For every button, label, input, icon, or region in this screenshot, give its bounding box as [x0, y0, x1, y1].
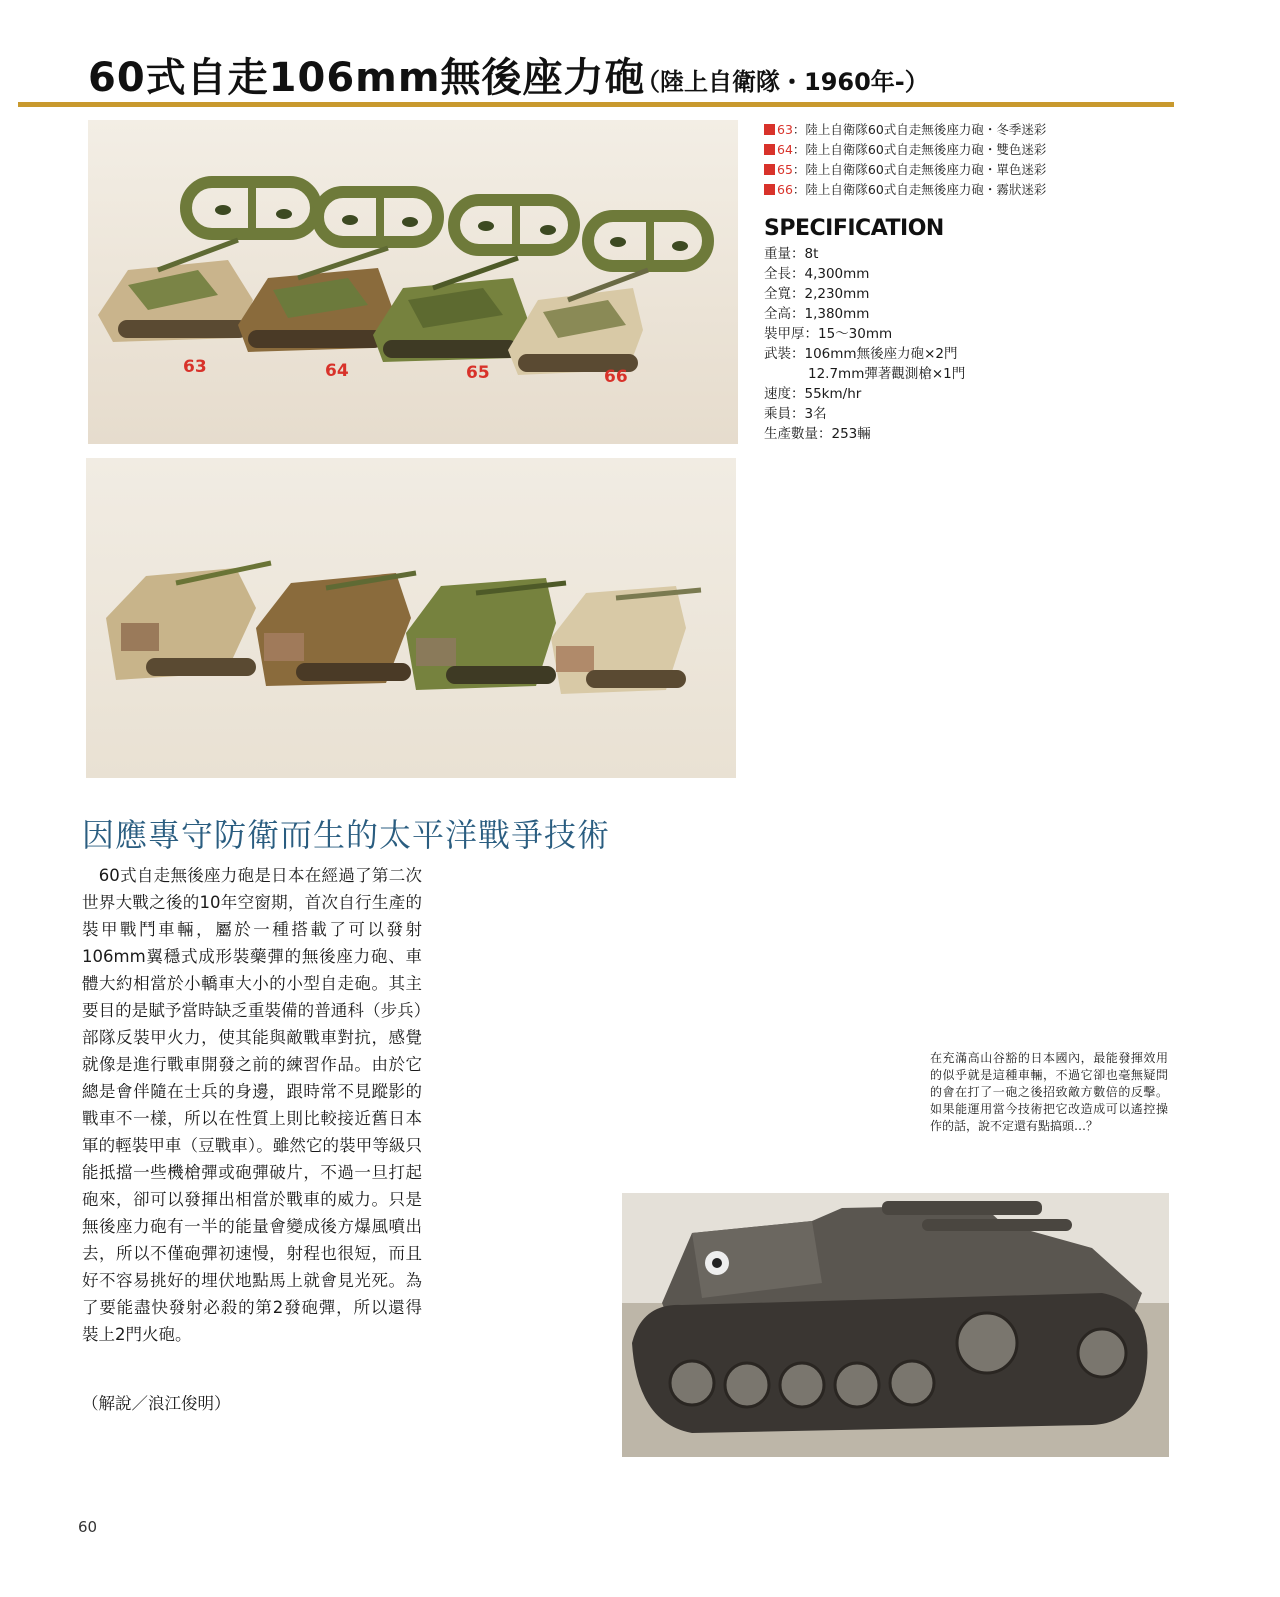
variant-item — [764, 120, 1094, 140]
red-square-icon — [764, 124, 775, 135]
article-heading: 因應專守防衛而生的太平洋戰爭技術 — [82, 816, 611, 854]
variant-description: ：陸上自衛隊60式自走無後座力砲・單色迷彩 — [792, 162, 1047, 177]
variant-number: 64 — [777, 142, 793, 157]
variant-number: 66 — [777, 182, 793, 197]
variant-number: 63 — [777, 122, 793, 137]
variant-description: ：陸上自衛隊60式自走無後座力砲・霧狀迷彩 — [792, 182, 1047, 197]
spec-width: 全寬：2,230mm — [764, 286, 870, 302]
spec-length: 全長：4,300mm — [764, 266, 870, 282]
variant-description: ：陸上自衛隊60式自走無後座力砲・雙色迷彩 — [792, 142, 1047, 157]
spec-list — [764, 244, 1084, 444]
variant-label-65: 65 — [466, 363, 490, 383]
spec-weight: 重量：8t — [764, 246, 819, 262]
variant-item — [764, 160, 1094, 180]
variant-label-64: 64 — [325, 361, 349, 381]
spec-height: 全高：1,380mm — [764, 306, 870, 322]
spec-crew: 乘員：3名 — [764, 406, 827, 422]
photo-caption: 在充滿高山谷豁的日本國內，最能發揮效用的似乎就是這種車輛，不過它卻也毫無疑問的會在打了一砲之後招致敵方數倍的反擊。如果能運用當今技術把它改造成可以遙控操作的話，說不定還有點搞頭…？ — [930, 1051, 1168, 1133]
model-photo-color-variants — [88, 120, 738, 444]
variant-number: 65 — [777, 162, 793, 177]
real-vehicle-photo — [622, 1193, 1169, 1457]
page-subtitle: （陸上自衛隊・1960年-） — [636, 68, 929, 96]
spec-speed: 速度：55km/hr — [764, 386, 862, 402]
red-square-icon — [764, 164, 775, 175]
model-photo-illustration — [88, 120, 738, 444]
spec-production: 生產數量：253輛 — [764, 426, 871, 442]
article-author: （解說／浪江俊明） — [82, 1394, 231, 1413]
variant-label-63: 63 — [183, 357, 207, 377]
spec-armament-secondary: 12.7mm彈著觀測槍×1門 — [808, 366, 966, 382]
variant-label-66: 66 — [604, 367, 628, 387]
red-square-icon — [764, 144, 775, 155]
variant-item — [764, 180, 1094, 200]
real-vehicle-illustration — [622, 1193, 1169, 1457]
title-rule — [18, 102, 1174, 107]
red-square-icon — [764, 184, 775, 195]
variant-list — [764, 120, 1094, 200]
variant-description: ：陸上自衛隊60式自走無後座力砲・冬季迷彩 — [792, 122, 1047, 137]
spec-heading: SPECIFICATION — [764, 216, 944, 241]
variant-item — [764, 140, 1094, 160]
model-photo-front-view — [86, 458, 736, 778]
article-body: 60式自走無後座力砲是日本在經過了第二次世界大戰之後的10年空窗期，首次自行生產的裝甲戰鬥車輛，屬於一種搭載了可以發射106mm翼穩式成形裝藥彈的無後座力砲、車體大約相當於小轎車大小的小型自走砲。其主要目的是賦予當時缺乏重裝備的普通科（步兵）部隊反裝甲火力，使其能與敵戰車對抗，感覺就像是進行戰車開發之前的練習作品。由於它總是會伴隨在士兵的身邊，跟時常不見蹤影的戰車不一樣，所以在性質上則比較接近舊日本軍的輕裝甲車（豆戰車）。雖然它的裝甲等級只能抵擋一些機槍彈或砲彈破片，不過一旦打起砲來，卻可以發揮出相當於戰車的威力。只是無後座力砲有一半的能量會變成後方爆風噴出去，所以不僅砲彈初速慢，射程也很短，而且好不容易挑好的埋伏地點馬上就會見光死。為了要能盡快發射必殺的第2發砲彈，所以還得裝上2門火砲。 — [82, 866, 422, 1344]
page-number: 60 — [78, 1518, 98, 1536]
spec-armor: 裝甲厚：15〜30mm — [764, 326, 893, 342]
spec-armament: 武裝：106mm無後座力砲×2門 — [764, 346, 958, 362]
model-photo-front-illustration — [86, 458, 736, 778]
page-title: 60式自走106mm無後座力砲 — [88, 55, 646, 101]
